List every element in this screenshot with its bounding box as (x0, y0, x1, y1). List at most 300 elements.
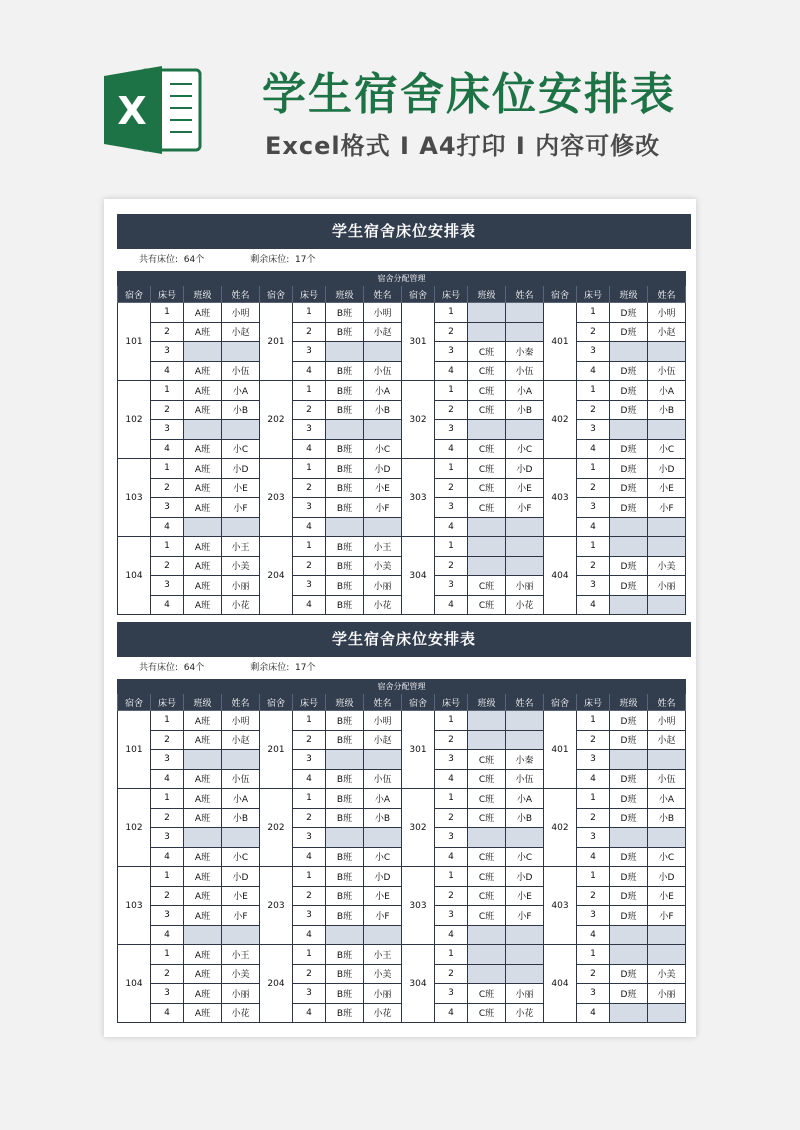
class-cell[interactable] (326, 925, 364, 945)
student-name-cell[interactable]: 小B (648, 808, 686, 828)
student-name-cell[interactable]: 小伍 (222, 769, 260, 789)
bed-number-cell[interactable]: 2 (151, 322, 184, 342)
class-cell[interactable] (184, 828, 222, 848)
bed-number-cell[interactable]: 1 (577, 381, 610, 401)
bed-number-cell[interactable]: 4 (435, 1003, 468, 1023)
class-cell[interactable]: D班 (610, 867, 648, 887)
student-name-cell[interactable]: 小C (506, 439, 544, 459)
class-cell[interactable]: D班 (610, 400, 648, 420)
class-cell[interactable]: D班 (610, 847, 648, 867)
student-name-cell[interactable] (364, 750, 402, 770)
student-name-cell[interactable]: 小A (506, 381, 544, 401)
student-name-cell[interactable]: 小B (648, 400, 686, 420)
student-name-cell[interactable]: 小花 (222, 1003, 260, 1023)
class-cell[interactable]: A班 (184, 439, 222, 459)
bed-number-cell[interactable]: 1 (151, 945, 184, 965)
class-cell[interactable]: C班 (468, 906, 506, 926)
bed-number-cell[interactable]: 1 (577, 867, 610, 887)
class-cell[interactable] (468, 925, 506, 945)
student-name-cell[interactable] (506, 420, 544, 440)
student-name-cell[interactable]: 小美 (364, 964, 402, 984)
bed-number-cell[interactable]: 1 (151, 789, 184, 809)
class-cell[interactable]: A班 (184, 808, 222, 828)
class-cell[interactable]: B班 (326, 576, 364, 596)
bed-number-cell[interactable]: 2 (293, 730, 326, 750)
class-cell[interactable]: D班 (610, 322, 648, 342)
bed-number-cell[interactable]: 2 (577, 400, 610, 420)
bed-number-cell[interactable]: 1 (293, 303, 326, 323)
bed-number-cell[interactable]: 3 (151, 750, 184, 770)
class-cell[interactable]: A班 (184, 769, 222, 789)
student-name-cell[interactable]: 小A (222, 381, 260, 401)
student-name-cell[interactable]: 小花 (222, 595, 260, 615)
student-name-cell[interactable]: 小伍 (364, 769, 402, 789)
class-cell[interactable]: C班 (468, 361, 506, 381)
student-name-cell[interactable]: 小伍 (648, 361, 686, 381)
bed-number-cell[interactable]: 1 (435, 381, 468, 401)
student-name-cell[interactable]: 小A (648, 789, 686, 809)
student-name-cell[interactable]: 小王 (222, 945, 260, 965)
class-cell[interactable] (326, 750, 364, 770)
student-name-cell[interactable]: 小伍 (648, 769, 686, 789)
class-cell[interactable]: C班 (468, 576, 506, 596)
student-name-cell[interactable]: 小丽 (364, 576, 402, 596)
bed-number-cell[interactable]: 3 (435, 498, 468, 518)
bed-number-cell[interactable]: 3 (293, 498, 326, 518)
class-cell[interactable]: C班 (468, 498, 506, 518)
class-cell[interactable]: A班 (184, 478, 222, 498)
student-name-cell[interactable]: 小丽 (506, 576, 544, 596)
bed-number-cell[interactable]: 2 (435, 322, 468, 342)
class-cell[interactable]: C班 (468, 847, 506, 867)
class-cell[interactable]: B班 (326, 381, 364, 401)
bed-number-cell[interactable]: 3 (435, 576, 468, 596)
student-name-cell[interactable] (506, 711, 544, 731)
student-name-cell[interactable]: 小C (222, 847, 260, 867)
student-name-cell[interactable]: 小花 (506, 1003, 544, 1023)
bed-number-cell[interactable]: 4 (435, 517, 468, 537)
student-name-cell[interactable] (222, 420, 260, 440)
class-cell[interactable]: B班 (326, 769, 364, 789)
bed-number-cell[interactable]: 3 (577, 576, 610, 596)
bed-number-cell[interactable]: 3 (151, 828, 184, 848)
bed-number-cell[interactable]: 4 (577, 769, 610, 789)
student-name-cell[interactable]: 小A (648, 381, 686, 401)
bed-number-cell[interactable]: 1 (151, 711, 184, 731)
dorm-number-cell[interactable]: 403 (544, 459, 577, 537)
class-cell[interactable]: A班 (184, 576, 222, 596)
bed-number-cell[interactable]: 1 (577, 537, 610, 557)
bed-number-cell[interactable]: 1 (435, 789, 468, 809)
student-name-cell[interactable]: 小C (364, 439, 402, 459)
class-cell[interactable]: A班 (184, 984, 222, 1004)
bed-number-cell[interactable]: 2 (435, 886, 468, 906)
class-cell[interactable] (184, 750, 222, 770)
class-cell[interactable]: C班 (468, 595, 506, 615)
bed-number-cell[interactable]: 4 (435, 595, 468, 615)
class-cell[interactable] (610, 517, 648, 537)
student-name-cell[interactable]: 小A (364, 381, 402, 401)
class-cell[interactable]: A班 (184, 886, 222, 906)
bed-number-cell[interactable]: 1 (435, 867, 468, 887)
student-name-cell[interactable] (222, 342, 260, 362)
bed-number-cell[interactable]: 3 (435, 420, 468, 440)
dorm-number-cell[interactable]: 201 (260, 303, 293, 381)
bed-number-cell[interactable]: 1 (151, 303, 184, 323)
class-cell[interactable]: D班 (610, 303, 648, 323)
student-name-cell[interactable]: 小伍 (506, 361, 544, 381)
class-cell[interactable]: C班 (468, 789, 506, 809)
bed-number-cell[interactable]: 3 (151, 498, 184, 518)
class-cell[interactable] (468, 322, 506, 342)
bed-number-cell[interactable]: 2 (293, 322, 326, 342)
student-name-cell[interactable]: 小C (648, 439, 686, 459)
student-name-cell[interactable]: 小明 (648, 303, 686, 323)
bed-number-cell[interactable]: 2 (435, 400, 468, 420)
student-name-cell[interactable]: 小美 (648, 556, 686, 576)
class-cell[interactable]: D班 (610, 576, 648, 596)
student-name-cell[interactable]: 小美 (222, 964, 260, 984)
student-name-cell[interactable] (506, 964, 544, 984)
bed-number-cell[interactable]: 1 (293, 789, 326, 809)
student-name-cell[interactable]: 小B (364, 808, 402, 828)
bed-number-cell[interactable]: 2 (435, 964, 468, 984)
class-cell[interactable]: A班 (184, 303, 222, 323)
class-cell[interactable]: B班 (326, 1003, 364, 1023)
bed-number-cell[interactable]: 4 (151, 517, 184, 537)
student-name-cell[interactable]: 小赵 (364, 730, 402, 750)
bed-number-cell[interactable]: 3 (435, 906, 468, 926)
student-name-cell[interactable]: 小丽 (364, 984, 402, 1004)
dorm-number-cell[interactable]: 204 (260, 537, 293, 615)
bed-number-cell[interactable]: 3 (577, 750, 610, 770)
student-name-cell[interactable] (506, 556, 544, 576)
student-name-cell[interactable]: 小美 (222, 556, 260, 576)
student-name-cell[interactable] (648, 828, 686, 848)
bed-number-cell[interactable]: 2 (151, 886, 184, 906)
bed-number-cell[interactable]: 2 (151, 730, 184, 750)
bed-number-cell[interactable]: 2 (151, 964, 184, 984)
class-cell[interactable]: C班 (468, 1003, 506, 1023)
student-name-cell[interactable]: 小E (506, 478, 544, 498)
student-name-cell[interactable]: 小C (648, 847, 686, 867)
bed-number-cell[interactable]: 3 (293, 828, 326, 848)
class-cell[interactable]: A班 (184, 537, 222, 557)
student-name-cell[interactable]: 小D (648, 459, 686, 479)
class-cell[interactable] (468, 711, 506, 731)
student-name-cell[interactable]: 小伍 (364, 361, 402, 381)
bed-number-cell[interactable]: 4 (435, 361, 468, 381)
student-name-cell[interactable] (648, 517, 686, 537)
bed-number-cell[interactable]: 2 (435, 478, 468, 498)
bed-number-cell[interactable]: 4 (577, 361, 610, 381)
class-cell[interactable]: D班 (610, 964, 648, 984)
bed-number-cell[interactable]: 3 (577, 420, 610, 440)
bed-number-cell[interactable]: 3 (293, 984, 326, 1004)
class-cell[interactable]: B班 (326, 595, 364, 615)
dorm-number-cell[interactable]: 403 (544, 867, 577, 945)
class-cell[interactable]: B班 (326, 439, 364, 459)
dorm-number-cell[interactable]: 102 (118, 789, 151, 867)
bed-number-cell[interactable]: 3 (435, 342, 468, 362)
bed-number-cell[interactable]: 3 (293, 420, 326, 440)
student-name-cell[interactable]: 小王 (364, 537, 402, 557)
class-cell[interactable]: D班 (610, 381, 648, 401)
bed-number-cell[interactable]: 2 (577, 964, 610, 984)
bed-number-cell[interactable]: 1 (293, 537, 326, 557)
student-name-cell[interactable]: 小花 (364, 595, 402, 615)
dorm-number-cell[interactable]: 401 (544, 303, 577, 381)
bed-number-cell[interactable]: 4 (577, 925, 610, 945)
class-cell[interactable]: B班 (326, 867, 364, 887)
student-name-cell[interactable]: 小王 (364, 945, 402, 965)
bed-number-cell[interactable]: 4 (151, 1003, 184, 1023)
student-name-cell[interactable] (506, 925, 544, 945)
student-name-cell[interactable] (364, 517, 402, 537)
dorm-number-cell[interactable]: 301 (402, 711, 435, 789)
dorm-number-cell[interactable]: 304 (402, 945, 435, 1023)
student-name-cell[interactable] (506, 322, 544, 342)
student-name-cell[interactable]: 小A (506, 789, 544, 809)
student-name-cell[interactable] (506, 945, 544, 965)
class-cell[interactable] (610, 750, 648, 770)
class-cell[interactable]: C班 (468, 478, 506, 498)
bed-number-cell[interactable]: 2 (151, 478, 184, 498)
bed-number-cell[interactable]: 4 (577, 595, 610, 615)
bed-number-cell[interactable]: 1 (577, 945, 610, 965)
bed-number-cell[interactable]: 4 (151, 439, 184, 459)
class-cell[interactable]: D班 (610, 984, 648, 1004)
student-name-cell[interactable]: 小丽 (222, 984, 260, 1004)
student-name-cell[interactable]: 小王 (222, 537, 260, 557)
student-name-cell[interactable] (506, 303, 544, 323)
student-name-cell[interactable]: 小赵 (364, 322, 402, 342)
class-cell[interactable] (610, 925, 648, 945)
class-cell[interactable]: A班 (184, 867, 222, 887)
student-name-cell[interactable]: 小C (364, 847, 402, 867)
class-cell[interactable]: B班 (326, 964, 364, 984)
bed-number-cell[interactable]: 4 (151, 847, 184, 867)
student-name-cell[interactable]: 小D (222, 867, 260, 887)
class-cell[interactable]: A班 (184, 1003, 222, 1023)
student-name-cell[interactable] (648, 420, 686, 440)
bed-number-cell[interactable]: 4 (151, 769, 184, 789)
student-name-cell[interactable]: 小丽 (648, 984, 686, 1004)
student-name-cell[interactable] (364, 925, 402, 945)
class-cell[interactable]: B班 (326, 847, 364, 867)
student-name-cell[interactable]: 小B (364, 400, 402, 420)
bed-number-cell[interactable]: 2 (435, 730, 468, 750)
bed-number-cell[interactable]: 1 (293, 945, 326, 965)
student-name-cell[interactable]: 小伍 (506, 769, 544, 789)
student-name-cell[interactable] (506, 828, 544, 848)
class-cell[interactable]: B班 (326, 808, 364, 828)
class-cell[interactable]: C班 (468, 984, 506, 1004)
student-name-cell[interactable] (648, 595, 686, 615)
class-cell[interactable]: B班 (326, 984, 364, 1004)
dorm-number-cell[interactable]: 203 (260, 867, 293, 945)
bed-number-cell[interactable]: 4 (293, 517, 326, 537)
class-cell[interactable]: A班 (184, 556, 222, 576)
student-name-cell[interactable]: 小F (648, 498, 686, 518)
class-cell[interactable]: A班 (184, 361, 222, 381)
dorm-number-cell[interactable]: 202 (260, 789, 293, 867)
class-cell[interactable] (468, 537, 506, 557)
student-name-cell[interactable] (222, 925, 260, 945)
student-name-cell[interactable]: 小赵 (648, 322, 686, 342)
student-name-cell[interactable] (222, 750, 260, 770)
bed-number-cell[interactable]: 1 (577, 459, 610, 479)
class-cell[interactable] (326, 420, 364, 440)
student-name-cell[interactable]: 小B (506, 400, 544, 420)
class-cell[interactable]: B班 (326, 400, 364, 420)
student-name-cell[interactable]: 小美 (648, 964, 686, 984)
dorm-number-cell[interactable]: 302 (402, 789, 435, 867)
bed-number-cell[interactable]: 4 (293, 595, 326, 615)
class-cell[interactable] (184, 925, 222, 945)
student-name-cell[interactable]: 小明 (364, 711, 402, 731)
class-cell[interactable]: A班 (184, 498, 222, 518)
bed-number-cell[interactable]: 2 (577, 730, 610, 750)
class-cell[interactable] (610, 595, 648, 615)
student-name-cell[interactable]: 小E (364, 478, 402, 498)
student-name-cell[interactable]: 小B (506, 808, 544, 828)
bed-number-cell[interactable]: 3 (151, 342, 184, 362)
class-cell[interactable]: C班 (468, 400, 506, 420)
class-cell[interactable]: C班 (468, 808, 506, 828)
student-name-cell[interactable] (364, 828, 402, 848)
student-name-cell[interactable]: 小赵 (222, 322, 260, 342)
student-name-cell[interactable]: 小E (648, 886, 686, 906)
class-cell[interactable] (184, 342, 222, 362)
student-name-cell[interactable]: 小F (648, 906, 686, 926)
bed-number-cell[interactable]: 1 (435, 537, 468, 557)
class-cell[interactable]: B班 (326, 556, 364, 576)
bed-number-cell[interactable]: 2 (151, 556, 184, 576)
bed-number-cell[interactable]: 4 (577, 847, 610, 867)
student-name-cell[interactable]: 小A (222, 789, 260, 809)
dorm-number-cell[interactable]: 202 (260, 381, 293, 459)
student-name-cell[interactable] (648, 342, 686, 362)
class-cell[interactable]: B班 (326, 711, 364, 731)
dorm-number-cell[interactable]: 302 (402, 381, 435, 459)
class-cell[interactable]: C班 (468, 769, 506, 789)
student-name-cell[interactable]: 小F (506, 906, 544, 926)
student-name-cell[interactable] (648, 750, 686, 770)
student-name-cell[interactable] (222, 517, 260, 537)
bed-number-cell[interactable]: 2 (293, 400, 326, 420)
student-name-cell[interactable]: 小明 (648, 711, 686, 731)
student-name-cell[interactable] (648, 925, 686, 945)
class-cell[interactable]: A班 (184, 711, 222, 731)
student-name-cell[interactable]: 小A (364, 789, 402, 809)
dorm-number-cell[interactable]: 303 (402, 867, 435, 945)
student-name-cell[interactable]: 小花 (364, 1003, 402, 1023)
class-cell[interactable]: D班 (610, 906, 648, 926)
dorm-number-cell[interactable]: 401 (544, 711, 577, 789)
dorm-number-cell[interactable]: 204 (260, 945, 293, 1023)
bed-number-cell[interactable]: 4 (435, 925, 468, 945)
bed-number-cell[interactable]: 1 (577, 303, 610, 323)
class-cell[interactable]: B班 (326, 459, 364, 479)
student-name-cell[interactable]: 小丽 (222, 576, 260, 596)
student-name-cell[interactable]: 小丽 (648, 576, 686, 596)
bed-number-cell[interactable]: 2 (293, 556, 326, 576)
bed-number-cell[interactable]: 2 (577, 886, 610, 906)
student-name-cell[interactable] (648, 537, 686, 557)
bed-number-cell[interactable]: 4 (435, 439, 468, 459)
class-cell[interactable] (326, 517, 364, 537)
dorm-number-cell[interactable]: 303 (402, 459, 435, 537)
bed-number-cell[interactable]: 3 (435, 828, 468, 848)
bed-number-cell[interactable]: 4 (293, 769, 326, 789)
class-cell[interactable] (610, 1003, 648, 1023)
bed-number-cell[interactable]: 3 (577, 984, 610, 1004)
student-name-cell[interactable]: 小伍 (222, 361, 260, 381)
bed-number-cell[interactable]: 2 (435, 556, 468, 576)
dorm-number-cell[interactable]: 304 (402, 537, 435, 615)
bed-number-cell[interactable]: 3 (435, 984, 468, 1004)
student-name-cell[interactable]: 小E (364, 886, 402, 906)
class-cell[interactable]: C班 (468, 867, 506, 887)
class-cell[interactable] (610, 342, 648, 362)
student-name-cell[interactable]: 小F (506, 498, 544, 518)
student-name-cell[interactable] (364, 342, 402, 362)
class-cell[interactable]: D班 (610, 361, 648, 381)
class-cell[interactable]: D班 (610, 459, 648, 479)
student-name-cell[interactable]: 小F (364, 498, 402, 518)
class-cell[interactable]: B班 (326, 906, 364, 926)
bed-number-cell[interactable]: 3 (435, 750, 468, 770)
student-name-cell[interactable]: 小赵 (648, 730, 686, 750)
class-cell[interactable]: D班 (610, 556, 648, 576)
bed-number-cell[interactable]: 4 (293, 361, 326, 381)
class-cell[interactable] (468, 556, 506, 576)
class-cell[interactable]: D班 (610, 808, 648, 828)
class-cell[interactable]: A班 (184, 400, 222, 420)
bed-number-cell[interactable]: 1 (577, 789, 610, 809)
student-name-cell[interactable]: 小赵 (222, 730, 260, 750)
bed-number-cell[interactable]: 2 (577, 322, 610, 342)
bed-number-cell[interactable]: 1 (151, 459, 184, 479)
class-cell[interactable]: C班 (468, 342, 506, 362)
bed-number-cell[interactable]: 1 (435, 303, 468, 323)
class-cell[interactable]: C班 (468, 381, 506, 401)
student-name-cell[interactable] (222, 828, 260, 848)
student-name-cell[interactable] (506, 517, 544, 537)
student-name-cell[interactable]: 小E (648, 478, 686, 498)
dorm-number-cell[interactable]: 104 (118, 537, 151, 615)
student-name-cell[interactable]: 小B (222, 400, 260, 420)
class-cell[interactable]: D班 (610, 439, 648, 459)
class-cell[interactable]: B班 (326, 303, 364, 323)
bed-number-cell[interactable]: 1 (577, 711, 610, 731)
class-cell[interactable]: B班 (326, 361, 364, 381)
dorm-number-cell[interactable]: 402 (544, 381, 577, 459)
class-cell[interactable] (326, 828, 364, 848)
bed-number-cell[interactable]: 2 (293, 808, 326, 828)
bed-number-cell[interactable]: 1 (293, 711, 326, 731)
bed-number-cell[interactable]: 3 (293, 750, 326, 770)
dorm-number-cell[interactable]: 201 (260, 711, 293, 789)
class-cell[interactable] (468, 420, 506, 440)
bed-number-cell[interactable]: 4 (293, 925, 326, 945)
dorm-number-cell[interactable]: 102 (118, 381, 151, 459)
class-cell[interactable]: A班 (184, 847, 222, 867)
dorm-number-cell[interactable]: 103 (118, 867, 151, 945)
class-cell[interactable] (326, 342, 364, 362)
bed-number-cell[interactable]: 4 (151, 595, 184, 615)
